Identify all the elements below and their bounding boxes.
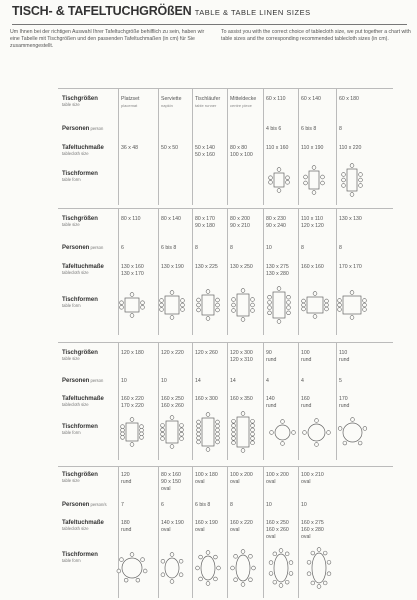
block3-size-cell: 120 x 180 (121, 350, 144, 356)
block1-size-label-en: table size (62, 102, 80, 107)
block1-cloth-label (62, 145, 104, 156)
block4-form-label-en: table form (62, 558, 81, 563)
block2-persons-label (62, 245, 103, 251)
block1-persons-label (62, 126, 103, 132)
block1-table-form-icon (302, 164, 326, 201)
block2-form-label-de: Tischformen (62, 297, 98, 303)
block2-size-cell: 80 x 110 (121, 216, 141, 222)
block4-form-label-de: Tischformen (62, 552, 98, 558)
block3-table-form-icon (336, 416, 369, 454)
block2-persons-cell: 8 (230, 245, 233, 251)
page-header (12, 4, 407, 18)
block1-size-label (62, 96, 98, 107)
block4-table-form-icon (194, 549, 222, 592)
block3-top-rule (58, 342, 393, 343)
block2-table-form-icon (118, 291, 146, 324)
block4-size-label-en: table size (62, 478, 80, 483)
block4-cloth-label (62, 520, 104, 531)
block1-persons-label-en: person (89, 126, 104, 131)
block3-size-cell: 120 x 220 (161, 350, 184, 356)
block2-cloth-cell: 130 x 250 (230, 264, 253, 270)
block2-size-cell: 110 x 110 120 x 120 (301, 216, 324, 229)
block4-table-form-icon (305, 546, 333, 595)
block3-size-label-en: table size (62, 356, 80, 361)
block4-persons-cell: 10 (301, 502, 307, 508)
block3-form-label-en: table form (62, 430, 81, 435)
block3-cloth-label (62, 396, 104, 407)
block4-persons-cell: 6 (161, 502, 164, 508)
block1-cloth-cell: 110 x 220 (339, 145, 362, 151)
block1-cloth-label-de: Tafeltuchmaße (62, 145, 104, 151)
block3-col-divider (298, 342, 299, 460)
block1-cloth-cell: 110 x 190 (301, 145, 324, 151)
block2-table-form-icon (195, 288, 221, 327)
block1-size-cell: Serviette (161, 96, 182, 102)
block1-col-divider (118, 88, 119, 205)
block2-form-label (62, 297, 98, 308)
block2-persons-cell: 10 (266, 245, 272, 251)
block1-col-divider (263, 88, 264, 205)
intro-text-en: To assist you with the correct choice of tablecloth size, we put together a chart with table sizes and the corresponding recommended tablecloth sizes (in cm). (221, 29, 411, 42)
block3-cloth-cell: 160 rund (301, 396, 312, 409)
title-en: TABLE & TABLE LINEN SIZES (194, 8, 311, 17)
block2-persons-cell: 6 (121, 245, 124, 251)
block4-table-form-icon (267, 547, 295, 594)
block3-cloth-cell: 140 rund (266, 396, 277, 409)
block1-size-cell: Tischläufer (195, 96, 221, 102)
block4-cloth-label-en: tablecloth size (62, 526, 89, 531)
block3-persons-label-de: Personen (62, 378, 90, 384)
block3-size-cell: 100 rund (301, 350, 312, 363)
title-divider (12, 24, 407, 25)
block2-size-cell: 80 x 140 (161, 216, 181, 222)
block1-cloth-cell: 110 x 160 (266, 145, 289, 151)
block2-col-divider (263, 208, 264, 335)
block4-size-cell: 120 rund (121, 472, 132, 485)
block4-col-divider (192, 466, 193, 598)
block4-size-cell: 80 x 160 90 x 150 oval (161, 472, 181, 492)
block3-size-label-de: Tischgrößen (62, 350, 98, 356)
block1-col-divider (227, 88, 228, 205)
block3-form-label (62, 424, 98, 435)
block3-form-label-de: Tischformen (62, 424, 98, 430)
block4-persons-cell: 10 (266, 502, 272, 508)
block2-persons-cell: 8 (339, 245, 342, 251)
block2-size-label (62, 216, 98, 227)
block2-persons-cell: 8 (301, 245, 304, 251)
block2-size-cell: 80 x 200 90 x 210 (230, 216, 250, 229)
block2-size-cell: 80 x 170 90 x 180 (195, 216, 215, 229)
block2-persons-cell: 6 bis 8 (161, 245, 177, 251)
block3-cloth-label-de: Tafeltuchmaße (62, 396, 104, 402)
block2-cloth-cell: 160 x 160 (301, 264, 324, 270)
block3-size-cell: 110 rund (339, 350, 350, 363)
block1-persons-label-de: Personen (62, 126, 90, 132)
block3-cloth-cell: 160 x 300 (195, 396, 218, 402)
title-de: TISCH- & TAFELTUCHGRÖßEN (12, 4, 192, 18)
block1-table-form-icon (267, 166, 291, 199)
block1-cloth-cell: 36 x 48 (121, 145, 139, 151)
block1-form-label-en: table form (62, 177, 81, 182)
block3-table-form-icon (230, 410, 256, 459)
block3-cloth-cell: 160 x 250 160 x 260 (161, 396, 184, 409)
block2-persons-label-de: Personen (62, 245, 90, 251)
block2-col-divider (227, 208, 228, 335)
block2-cloth-label-de: Tafeltuchmaße (62, 264, 104, 270)
block4-form-label (62, 552, 98, 563)
block3-cloth-cell: 170 rund (339, 396, 350, 409)
block4-table-form-icon (229, 548, 257, 593)
block1-size-en-cell: centre piece (230, 103, 252, 108)
block4-size-label-de: Tischgrößen (62, 472, 98, 478)
block1-top-rule (58, 88, 393, 89)
block2-cloth-cell: 130 x 225 (195, 264, 218, 270)
block3-table-form-icon (159, 414, 185, 455)
block2-size-cell: 80 x 230 90 x 240 (266, 216, 286, 229)
block1-cloth-cell: 80 x 80 100 x 100 (230, 145, 253, 158)
block4-cloth-cell: 160 x 190 oval (195, 520, 218, 533)
block4-size-cell: 100 x 200 oval (230, 472, 253, 485)
block1-col-divider (298, 88, 299, 205)
block3-persons-cell: 4 (266, 378, 269, 384)
block1-size-en-cell: table runner (195, 103, 217, 108)
block3-size-label (62, 350, 98, 361)
block3-persons-cell: 10 (121, 378, 127, 384)
block2-persons-cell: 8 (195, 245, 198, 251)
block1-size-cell: Mitteldecke (230, 96, 257, 102)
block2-size-label-de: Tischgrößen (62, 216, 98, 222)
block1-table-form-icon (340, 162, 364, 203)
block4-persons-label (62, 502, 107, 508)
block1-form-label-de: Tischformen (62, 171, 98, 177)
block1-persons-cell: 8 (339, 126, 342, 132)
block1-size-en-cell: placemat (121, 103, 138, 108)
block1-persons-cell: 4 bis 6 (266, 126, 282, 132)
block3-table-form-icon (195, 411, 221, 458)
block4-table-form-icon (158, 551, 186, 590)
block3-persons-label (62, 378, 103, 384)
block3-persons-cell: 14 (230, 378, 236, 384)
block1-size-cell: 60 x 180 (339, 96, 359, 102)
block2-cloth-label (62, 264, 104, 275)
block3-col-divider (227, 342, 228, 460)
block4-size-cell: 100 x 210 oval (301, 472, 324, 485)
block2-table-form-icon (266, 285, 292, 330)
block4-persons-label-en: person/s (89, 502, 107, 507)
block2-persons-label-en: person (89, 245, 104, 250)
block3-cloth-label-en: tablecloth size (62, 402, 89, 407)
block4-cloth-cell: 140 x 190 oval (161, 520, 184, 533)
block4-persons-cell: 8 (230, 502, 233, 508)
block4-table-form-icon (115, 551, 149, 590)
block3-persons-cell: 5 (339, 378, 342, 384)
block2-table-form-icon (300, 290, 330, 325)
block2-cloth-cell: 130 x 275 130 x 280 (266, 264, 289, 277)
block3-persons-cell: 4 (301, 378, 304, 384)
block3-table-form-icon (301, 417, 332, 453)
block4-size-cell: 100 x 180 oval (195, 472, 218, 485)
block1-size-label-de: Tischgrößen (62, 96, 98, 102)
block4-persons-label-de: Personen (62, 502, 90, 508)
block3-size-cell: 90 rund (266, 350, 277, 363)
block3-size-cell: 120 x 260 (195, 350, 218, 356)
block1-cloth-cell: 50 x 50 (161, 145, 179, 151)
block2-col-divider (298, 208, 299, 335)
block2-top-rule (58, 208, 393, 209)
block2-table-form-icon (230, 287, 256, 328)
block2-cloth-cell: 130 x 160 130 x 170 (121, 264, 144, 277)
block4-persons-cell: 6 bis 8 (195, 502, 211, 508)
block2-table-form-icon (336, 289, 368, 326)
block3-persons-cell: 14 (195, 378, 201, 384)
block2-table-form-icon (158, 289, 186, 326)
block4-cloth-label-de: Tafeltuchmaße (62, 520, 104, 526)
block2-size-label-en: table size (62, 222, 80, 227)
block2-cloth-label-en: tablecloth size (62, 270, 89, 275)
block3-persons-cell: 10 (161, 378, 167, 384)
block1-size-cell: 60 x 140 (301, 96, 321, 102)
page-title (12, 4, 407, 18)
block2-col-divider (192, 208, 193, 335)
block4-size-cell: 100 x 200 oval (266, 472, 289, 485)
block2-size-cell: 130 x 130 (339, 216, 362, 222)
block4-cloth-cell: 160 x 275 160 x 280 oval (301, 520, 324, 540)
block2-form-label-en: table form (62, 303, 81, 308)
block4-cloth-cell: 160 x 250 160 x 260 oval (266, 520, 289, 540)
intro-text-de: Um Ihnen bei der richtigen Auswahl Ihrer Tafeltuchgröße behilflich zu sein, haben wir eine Tabelle mit Tischgrößen und den passenden Tafeltuchmaßen (in cm) für Sie zusammengestellt. (10, 29, 205, 49)
block1-col-divider (192, 88, 193, 205)
block1-persons-cell: 6 bis 8 (301, 126, 317, 132)
block4-size-label (62, 472, 98, 483)
block2-cloth-cell: 170 x 170 (339, 264, 362, 270)
block3-cloth-cell: 160 x 220 170 x 220 (121, 396, 144, 409)
block1-col-divider (158, 88, 159, 205)
block3-persons-label-en: person (89, 378, 104, 383)
block4-top-rule (58, 466, 393, 467)
block1-cloth-cell: 50 x 140 50 x 160 (195, 145, 215, 158)
block1-size-cell: Platzset (121, 96, 140, 102)
block4-cloth-cell: 180 rund (121, 520, 132, 533)
block1-form-label (62, 171, 98, 182)
block1-size-cell: 60 x 110 (266, 96, 286, 102)
block1-size-en-cell: napkin (161, 103, 173, 108)
block1-cloth-label-en: tablecloth size (62, 151, 89, 156)
block1-col-divider (336, 88, 337, 205)
block4-col-divider (298, 466, 299, 598)
block3-cloth-cell: 160 x 350 (230, 396, 253, 402)
block4-col-divider (227, 466, 228, 598)
block3-table-form-icon (119, 416, 145, 453)
block4-cloth-cell: 160 x 220 oval (230, 520, 253, 533)
block3-table-form-icon (268, 418, 297, 452)
block4-persons-cell: 7 (121, 502, 124, 508)
block3-col-divider (192, 342, 193, 460)
block2-cloth-cell: 130 x 190 (161, 264, 184, 270)
block3-size-cell: 120 x 300 120 x 310 (230, 350, 253, 363)
block3-col-divider (263, 342, 264, 460)
block4-col-divider (263, 466, 264, 598)
